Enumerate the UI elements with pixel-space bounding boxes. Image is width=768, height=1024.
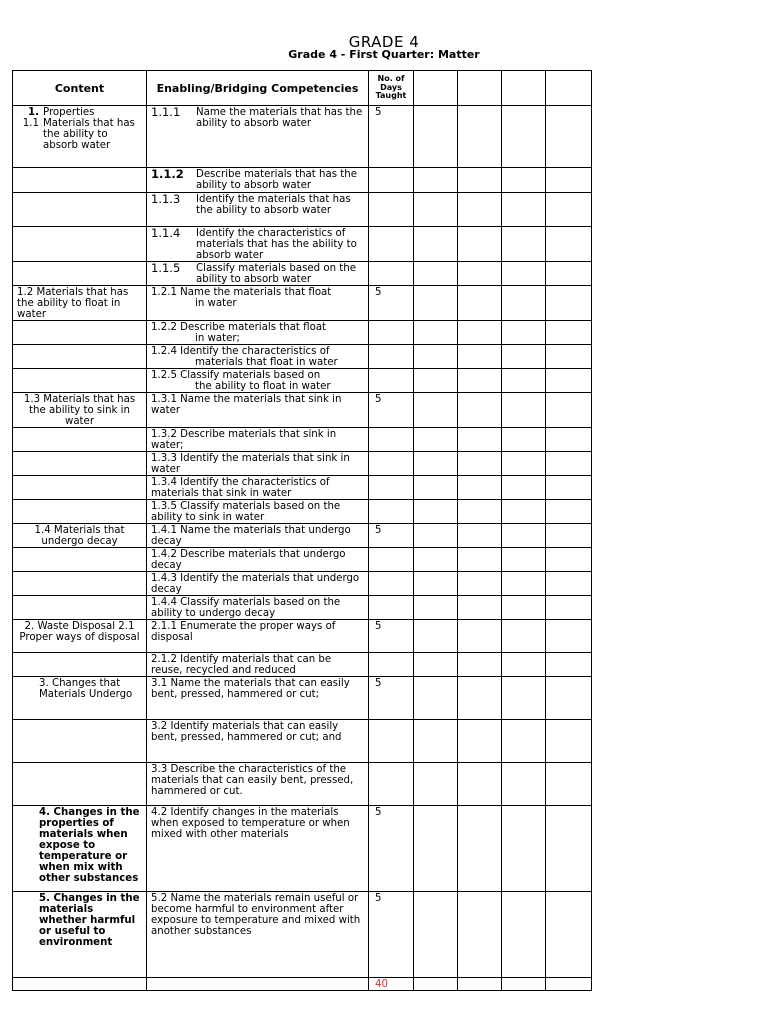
table-row — [13, 720, 592, 763]
header-blank-1 — [414, 71, 458, 106]
days-cell: 5 — [369, 286, 414, 321]
competency-cell: 1.2.2 Describe materials that float in water; — [147, 321, 369, 345]
total-days: 40 — [369, 978, 414, 991]
competency-cell: 1.4.4 Classify materials based on the ability to undergo decay — [147, 596, 369, 620]
competency-cell: 3.2 Identify materials that can easily bent, pressed, hammered or cut; and — [147, 720, 369, 763]
competency-cell: 1.4.3 Identify the materials that undergo decay — [147, 572, 369, 596]
competency-cell: 1.2.1 Name the materials that float in water — [147, 286, 369, 321]
competency-cell: 5.2 Name the materials remain useful or become harmful to environment after exposure to temperature and mixed with another substances — [147, 892, 369, 978]
content-cell: 1.2 Materials that has the ability to float in water — [13, 286, 147, 321]
header-days: No. of Days Taught — [369, 71, 414, 106]
competency-cell: 2.1.1 Enumerate the proper ways of disposal — [147, 620, 369, 653]
header-competencies: Enabling/Bridging Competencies — [147, 71, 369, 106]
days-cell: 5 — [369, 620, 414, 653]
table-row — [13, 227, 592, 262]
table-row — [13, 321, 592, 345]
header-blank-2 — [458, 71, 502, 106]
competency-cell: 1.2.5 Classify materials based on the ability to float in water — [147, 369, 369, 393]
days-cell: 5 — [369, 393, 414, 428]
table-row — [13, 193, 592, 227]
competency-cell: 1.1.1 Name the materials that has the ability to absorb water — [147, 106, 369, 168]
table-row — [13, 806, 592, 892]
table-row — [13, 428, 592, 452]
header-blank-3 — [502, 71, 546, 106]
days-cell: 5 — [369, 677, 414, 720]
table-row — [13, 892, 592, 978]
competency-cell: 1.1.5 Classify materials based on the ability to absorb water — [147, 262, 369, 286]
competency-cell: 1.1.4 Identify the characteristics of materials that has the ability to absorb water — [147, 227, 369, 262]
page-title: GRADE 4 — [348, 33, 420, 51]
table-row — [13, 286, 592, 321]
table-row — [13, 596, 592, 620]
content-cell: 1. Properties 1.1 Materials that has the ability to absorb water — [13, 106, 147, 168]
competency-cell: 3.3 Describe the characteristics of the materials that can easily bent, pressed, hammered or cut. — [147, 763, 369, 806]
table-row — [13, 524, 592, 548]
table-row — [13, 345, 592, 369]
table-row — [13, 452, 592, 476]
days-cell: 5 — [369, 892, 414, 978]
curriculum-table — [12, 70, 592, 991]
table-row — [13, 500, 592, 524]
table-row — [13, 572, 592, 596]
table-row — [13, 262, 592, 286]
table-row — [13, 369, 592, 393]
competency-cell: 1.4.2 Describe materials that undergo decay — [147, 548, 369, 572]
competency-cell: 1.3.2 Describe materials that sink in water; — [147, 428, 369, 452]
table-row — [13, 168, 592, 193]
competency-cell: 3.1 Name the materials that can easily bent, pressed, hammered or cut; — [147, 677, 369, 720]
content-cell: 4. Changes in the properties of materials when expose to temperature or when mix with other substances — [13, 806, 147, 892]
days-cell: 5 — [369, 806, 414, 892]
table-row — [13, 677, 592, 720]
competency-cell: 1.2.4 Identify the characteristics of materials that float in water — [147, 345, 369, 369]
content-cell: 5. Changes in the materials whether harmful or useful to environment — [13, 892, 147, 978]
competency-cell: 2.1.2 Identify materials that can be reuse, recycled and reduced — [147, 653, 369, 677]
content-cell: 3. Changes that Materials Undergo — [13, 677, 147, 720]
competency-cell: 1.1.3 Identify the materials that has the ability to absorb water — [147, 193, 369, 227]
table-row — [13, 476, 592, 500]
table-row — [13, 620, 592, 653]
competency-cell: 1.4.1 Name the materials that undergo decay — [147, 524, 369, 548]
content-cell: 1.4 Materials that undergo decay — [13, 524, 147, 548]
header-row — [13, 71, 592, 106]
competency-cell: 1.3.1 Name the materials that sink in water — [147, 393, 369, 428]
competency-cell: 1.1.2 Describe materials that has the ability to absorb water — [147, 168, 369, 193]
days-cell: 5 — [369, 106, 414, 168]
table-row — [13, 106, 592, 168]
competency-cell: 1.3.4 Identify the characteristics of materials that sink in water — [147, 476, 369, 500]
competency-cell: 4.2 Identify changes in the materials when exposed to temperature or when mixed with other materials — [147, 806, 369, 892]
table-row — [13, 763, 592, 806]
competency-cell: 1.3.3 Identify the materials that sink in water — [147, 452, 369, 476]
header-blank-4 — [546, 71, 592, 106]
days-cell: 5 — [369, 524, 414, 548]
header-content: Content — [13, 71, 147, 106]
table-row — [13, 548, 592, 572]
competency-cell: 1.3.5 Classify materials based on the ability to sink in water — [147, 500, 369, 524]
table-row — [13, 393, 592, 428]
page-subtitle: Grade 4 - First Quarter: Matter — [288, 48, 480, 61]
total-row — [13, 978, 592, 991]
table-row — [13, 653, 592, 677]
content-cell: 2. Waste Disposal 2.1 Proper ways of disposal — [13, 620, 147, 653]
content-cell: 1.3 Materials that has the ability to sink in water — [13, 393, 147, 428]
